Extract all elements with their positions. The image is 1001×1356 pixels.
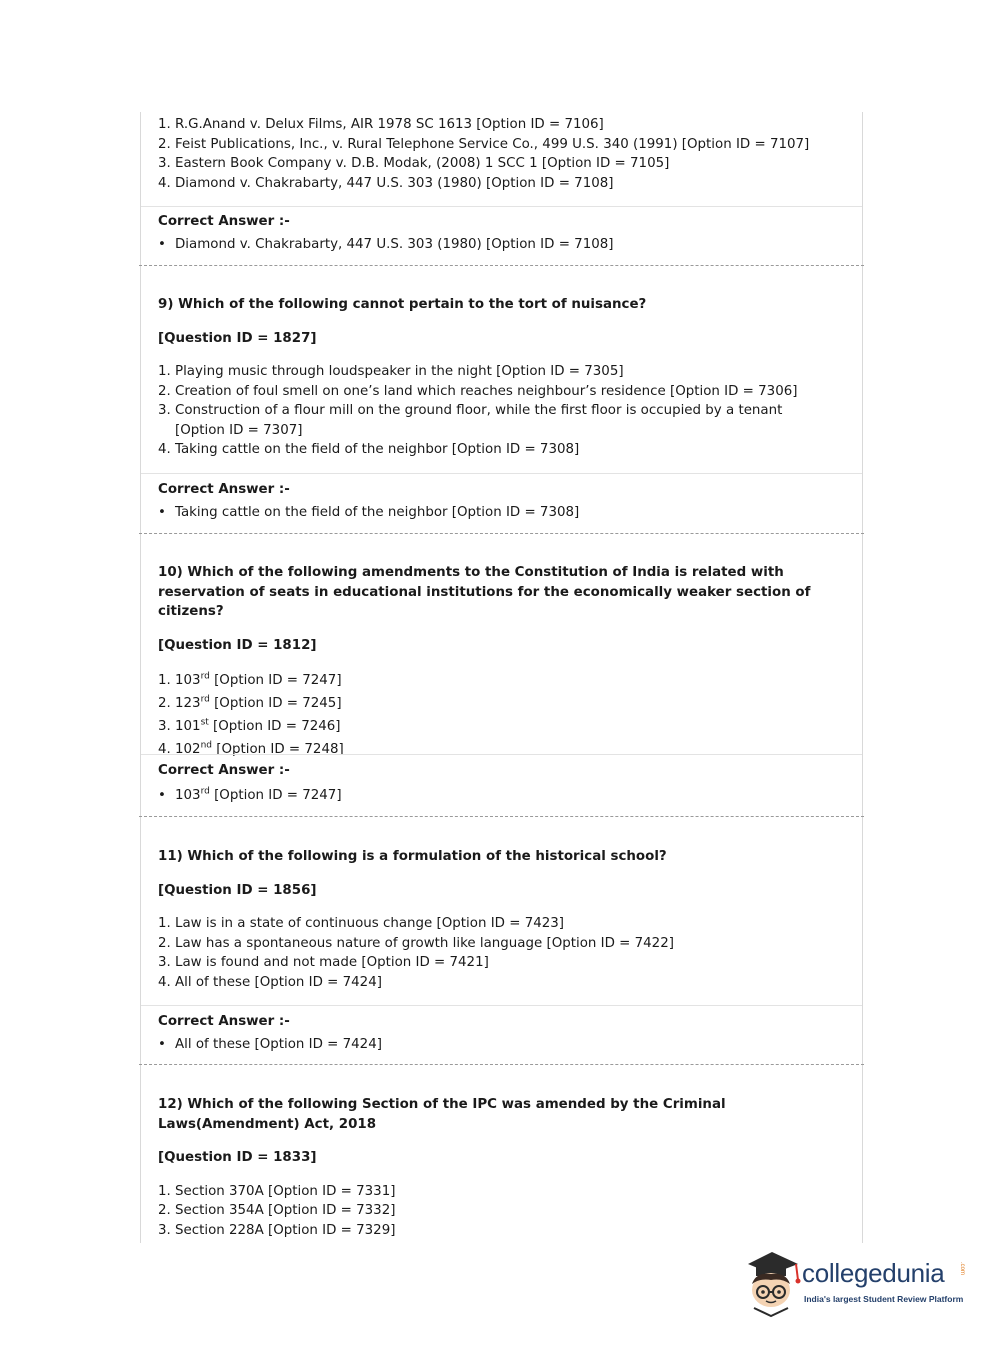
q9-correct-answer xyxy=(141,480,862,522)
mascot-icon xyxy=(742,1250,802,1318)
question-divider xyxy=(139,1064,864,1065)
q8-correct-answer xyxy=(141,212,862,254)
divider xyxy=(141,1005,862,1006)
option: 1. Playing music through loudspeaker in the night [Option ID = 7305] xyxy=(158,364,624,379)
q12-block xyxy=(141,1095,862,1240)
divider xyxy=(141,206,862,207)
option: 1. Law is in a state of continuous change [Option ID = 7423] xyxy=(158,916,564,931)
question-title: 11) Which of the following is a formulation of the historical school? xyxy=(158,849,667,864)
option: 3. Eastern Book Company v. D.B. Modak, (2008) 1 SCC 1 [Option ID = 7105] xyxy=(158,156,670,171)
q10-correct-answer xyxy=(141,761,862,805)
option: 3. Construction of a flour mill on the ground floor, while the first floor is occupied by a tenant [Option ID = 7307] xyxy=(158,403,783,438)
q9-options xyxy=(158,362,862,460)
q11-block xyxy=(141,847,862,992)
q11-options xyxy=(158,914,862,992)
question-id: [Question ID = 1827] xyxy=(158,330,317,346)
question-divider xyxy=(139,265,864,266)
correct-answer-item: • All of these [Option ID = 7424] xyxy=(158,1036,382,1052)
option: 1. Section 370A [Option ID = 7331] xyxy=(158,1183,396,1199)
q8-options xyxy=(141,115,862,193)
question-title: 12) Which of the following Section of the IPC was amended by the Criminal Laws(Amendment) Act, 2018 xyxy=(158,1097,726,1132)
correct-answer-item: • 103rd [Option ID = 7247] xyxy=(158,786,342,803)
option: 2. Feist Publications, Inc., v. Rural Telephone Service Co., 499 U.S. 340 (1991) [Option ID = 7107] xyxy=(158,136,810,152)
q9-block xyxy=(141,295,862,460)
option: 1. 103rd [Option ID = 7247] xyxy=(158,671,342,688)
option: 3. 101st [Option ID = 7246] xyxy=(158,717,341,734)
option: 2. Creation of foul smell on one’s land which reaches neighbour’s residence [Option ID = 7306] xyxy=(158,383,798,399)
question-title: 9) Which of the following cannot pertain to the tort of nuisance? xyxy=(158,297,647,312)
option: 2. 123rd [Option ID = 7245] xyxy=(158,694,342,711)
option: 3. Section 228A [Option ID = 7329] xyxy=(158,1222,396,1238)
brand-domain: .com xyxy=(959,1262,965,1276)
collegedunia-logo[interactable] xyxy=(742,1250,972,1318)
question-divider xyxy=(139,816,864,817)
option: 4. All of these [Option ID = 7424] xyxy=(158,974,382,990)
option: 1. R.G.Anand v. Delux Films, AIR 1978 SC 1613 [Option ID = 7106] xyxy=(158,117,604,132)
correct-answer-label: Correct Answer :- xyxy=(158,763,290,778)
option: 4. Taking cattle on the field of the neighbor [Option ID = 7308] xyxy=(158,442,580,457)
brand-name: collegedunia xyxy=(802,1258,945,1288)
q10-block xyxy=(141,563,862,761)
correct-answer-label: Correct Answer :- xyxy=(158,214,290,229)
divider xyxy=(141,473,862,474)
q12-options xyxy=(158,1182,862,1241)
correct-answer-label: Correct Answer :- xyxy=(158,1014,290,1029)
question-title: 10) Which of the following amendments to the Constitution of India is related with reservation of seats in educational institutions for the economically weaker section of citizens? xyxy=(158,565,811,619)
q10-options xyxy=(158,669,862,761)
option: 4. 102nd [Option ID = 7248] xyxy=(158,740,344,757)
option: 2. Section 354A [Option ID = 7332] xyxy=(158,1203,396,1218)
brand-tagline: India's largest Student Review Platform xyxy=(804,1294,964,1304)
question-id: [Question ID = 1833] xyxy=(158,1150,317,1165)
correct-answer-item: • Diamond v. Chakrabarty, 447 U.S. 303 (1980) [Option ID = 7108] xyxy=(158,236,614,252)
q11-correct-answer xyxy=(141,1012,862,1054)
option: 2. Law has a spontaneous nature of growth like language [Option ID = 7422] xyxy=(158,935,674,951)
correct-answer-item: • Taking cattle on the field of the neighbor [Option ID = 7308] xyxy=(158,504,580,520)
option: 3. Law is found and not made [Option ID = 7421] xyxy=(158,955,489,970)
correct-answer-label: Correct Answer :- xyxy=(158,482,290,497)
question-id: [Question ID = 1856] xyxy=(158,882,317,898)
option: 4. Diamond v. Chakrabarty, 447 U.S. 303 (1980) [Option ID = 7108] xyxy=(158,175,614,191)
question-id: [Question ID = 1812] xyxy=(158,637,317,653)
question-divider xyxy=(139,533,864,534)
divider xyxy=(141,754,862,755)
question-paper xyxy=(140,112,863,1243)
